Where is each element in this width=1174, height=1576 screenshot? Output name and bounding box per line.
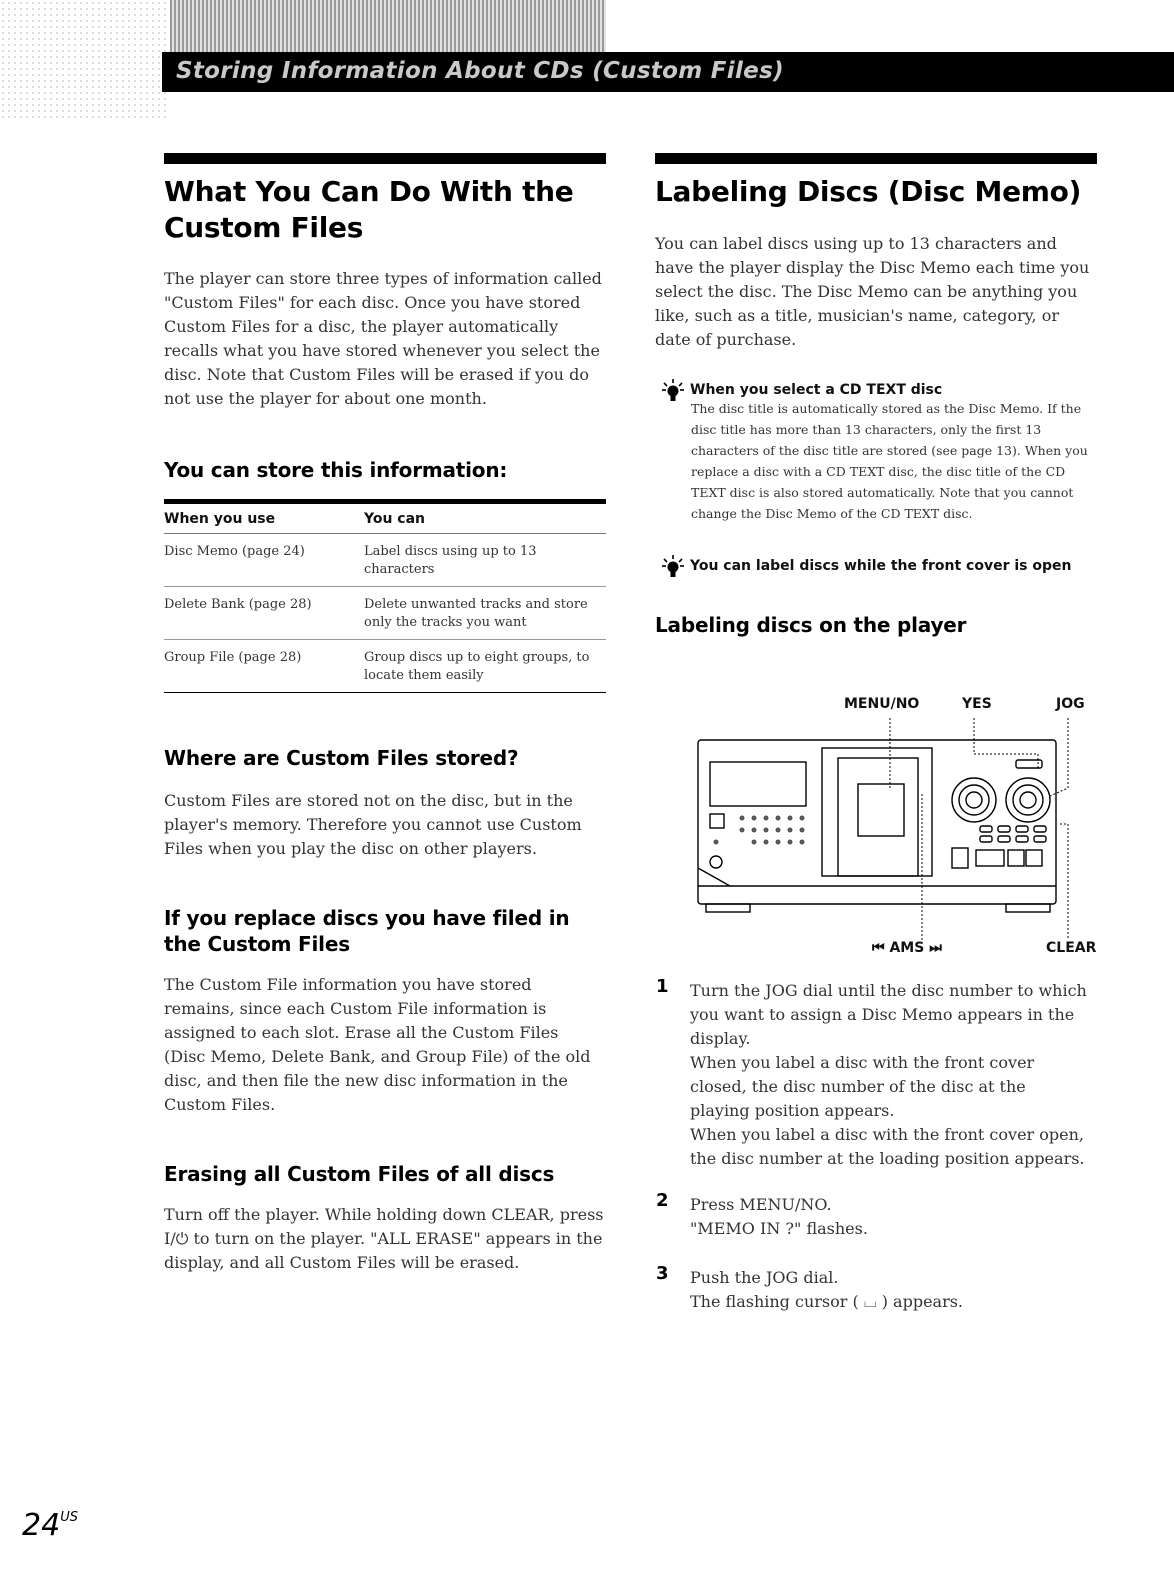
where-body: Custom Files are stored not on the disc, but in the player's memory. Therefore you cannot use Custom Files when you play the disc on other players. [164,791,582,858]
banner-title: Storing Information About CDs (Custom Files) [176,58,784,84]
table-cell: Group discs up to eight groups, to locate them easily [364,650,590,683]
step-text: Push the JOG dial. [690,1268,839,1287]
hint-bulb-icon [661,378,685,404]
tip1-body: The disc title is automatically stored as the Disc Memo. If the disc title has more than 13 characters, only the first 13 characters of the disc title are stored (see page 13). When you replace a disc with a CD TEXT disc, the disc title of the CD TEXT disc is also stored automatically. Note that you cannot change the Disc Memo of the CD TEXT disc. [691,401,1088,521]
step-text: Press MENU/NO. [690,1195,832,1214]
erase-body: Turn off the player. While holding down CLEAR, press I/⏻ to turn on the player. "ALL ERASE" appears in the display, and all Custom Files will be erased. [164,1205,604,1272]
left-column [164,153,606,1275]
cd-player-diagram [690,718,1110,940]
table-row [164,587,606,640]
table-cell: Label discs using up to 13 characters [364,534,606,587]
tip2-title: You can label discs while the front cover is open [690,558,1072,574]
table-header-cell: When you use [164,502,364,534]
step-note: The flashing cursor ( ⌴ ) appears. [690,1292,964,1311]
replace-body: The Custom File information you have stored remains, since each Custom File information is assigned to each slot. Erase all the Custom Files (Disc Memo, Delete Bank, and Group File) of the old disc, and then file the new disc information in the Custom Files. [164,975,591,1114]
table-header-cell: You can [364,502,606,534]
step-note: When you label a disc with the front cover closed, the disc number of the disc at the playing position appears. [690,1053,1035,1120]
heading-rule [655,153,1097,164]
left-heading: What You Can Do With the Custom Files [164,175,574,244]
hint-bulb-icon [661,554,685,580]
table-row [164,640,606,693]
heading-rule [164,153,606,164]
right-intro: You can label discs using up to 13 characters and have the player display the Disc Memo each time you select the disc. The Disc Memo can be anything you like, such as a title, musician's name, category, or date of purchase. [655,234,1090,349]
step-number: 3 [656,1263,669,1284]
table-cell: Group File (page 28) [164,650,302,665]
step-text: Turn the JOG dial until the disc number to which you want to assign a Disc Memo appears in the display. [690,981,1087,1048]
table-cell: Disc Memo (page 24) [164,534,364,587]
table-cell: Delete Bank (page 28) [164,587,364,640]
step-number: 2 [656,1190,669,1211]
replace-heading: If you replace discs you have filed in the Custom Files [164,906,570,956]
corner-dot-pattern [0,0,170,120]
label-ams: ⏮ AMS ⏭ [872,940,942,956]
section-banner [162,52,1174,92]
page-number-suffix: US [60,1510,78,1525]
table-row [164,534,606,587]
table-header-row [164,502,606,534]
step-note: "MEMO IN ?" flashes. [690,1219,868,1238]
right-column [655,153,1097,638]
header-hatch-pattern [170,0,606,52]
step-number: 1 [656,976,669,997]
label-menu-no: MENU/NO [844,696,920,712]
where-heading: Where are Custom Files stored? [164,746,519,770]
labeling-sub-heading: Labeling discs on the player [655,613,967,637]
step-note: When you label a disc with the front cover open, the disc number at the loading position appears. [690,1125,1085,1168]
page-number [22,1508,78,1543]
store-heading: You can store this information: [164,458,508,482]
label-jog: JOG [1056,696,1085,712]
left-intro: The player can store three types of information called "Custom Files" for each disc. Once you have stored Custom Files for a disc, the player automatically recalls what you have stored whenever you select the disc. Note that Custom Files will be erased if you do not use the player for about one month. [164,269,602,408]
table-cell: Delete unwanted tracks and store only the tracks you want [364,587,606,640]
erase-heading: Erasing all Custom Files of all discs [164,1162,555,1186]
tip-cd-text [655,382,1097,524]
tip-front-cover [655,558,1097,574]
custom-files-table [164,499,606,693]
label-clear: CLEAR [1046,940,1097,956]
tip1-title: When you select a CD TEXT disc [690,382,943,398]
label-yes: YES [962,696,992,712]
page-number-value: 24 [22,1508,61,1543]
right-heading: Labeling Discs (Disc Memo) [655,175,1082,208]
